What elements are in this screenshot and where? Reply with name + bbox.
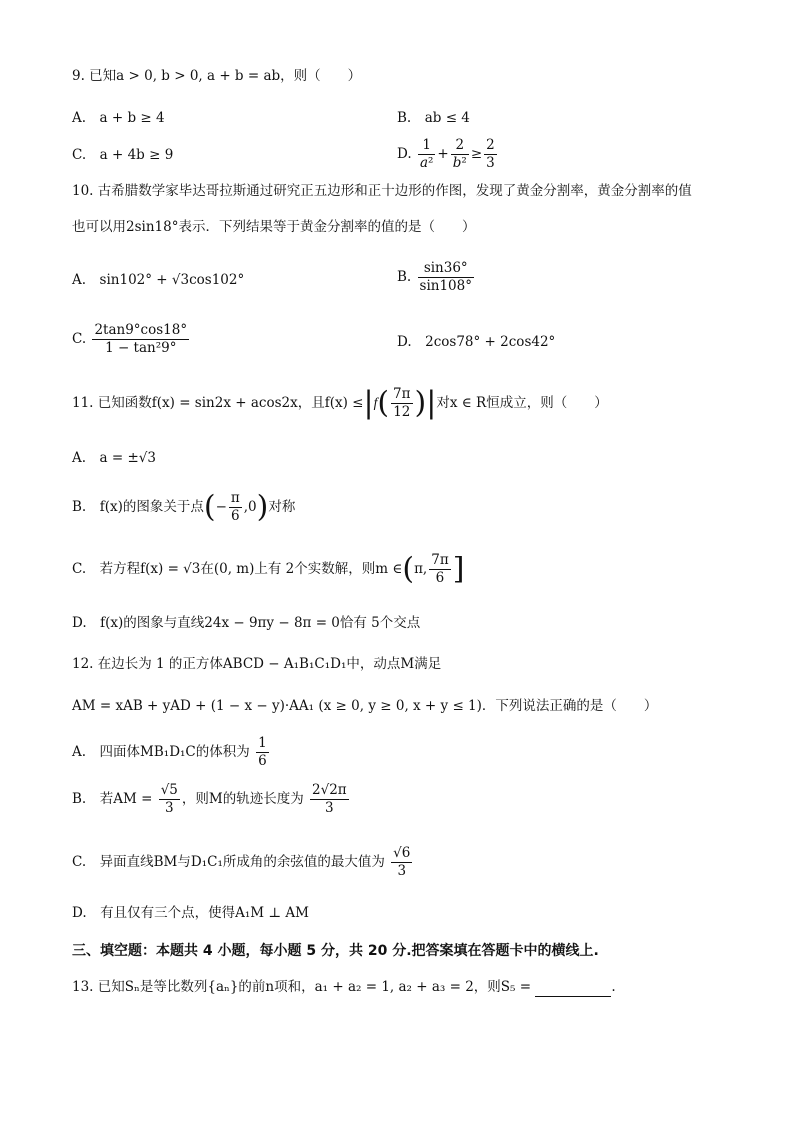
q11-c-pre: C. 若方程f(x) = √3在(0, m)上有 2个实数解，则m ∈ — [72, 561, 403, 577]
q12-c-pre: C. 异面直线BM与D₁C₁所成角的余弦值的最大值为 — [72, 854, 385, 870]
q11-b-pre: B. f(x)的图象关于点 — [72, 499, 204, 515]
q12-option-c — [72, 845, 414, 880]
q13-end: . — [611, 979, 616, 995]
q12-option-a — [72, 735, 271, 770]
q12-a-num: 1 — [258, 735, 267, 751]
q10-stem-line1: 10. 古希腊数学家毕达哥拉斯通过研究正五边形和正十边形的作图，发现了黄金分割率，黄金分割率的值 — [72, 183, 692, 199]
q12-c-den: 3 — [397, 863, 407, 879]
q9-d-frac2: $\frac{2}{\text{b²}}$ — [452, 137, 467, 171]
q10-b-den: sin108° — [419, 278, 472, 294]
q11-option-c: C. 若方程f(x) = √3在(0, m)上有 2个实数解，则m ∈(π, $\frac{7\pi}{6}$ ] — [72, 551, 465, 587]
q12-c-frac — [391, 845, 412, 880]
q10-option-c — [72, 322, 191, 357]
q11-option-a: A. a = ±√3 — [72, 450, 156, 466]
q10-c-frac — [92, 322, 189, 357]
q12-stem-line1: 12. 在边长为 1 的正方体ABCD − A₁B₁C₁D₁中，动点M满足 — [72, 656, 442, 672]
q12-b-mid: ，则M的轨迹长度为 — [181, 791, 304, 807]
q9-option-d-label: D. — [397, 146, 412, 162]
q10-option-d: D. 2cos78° + 2cos42° — [397, 334, 556, 350]
q11-b-den: 6 — [231, 508, 240, 524]
q10-c-den: 1 − tan²9° — [105, 340, 177, 356]
q11-option-d: D. f(x)的图象与直线24x − 9πy − 8π = 0恰有 5个交点 — [72, 615, 421, 631]
q11-c-den: 6 — [435, 570, 445, 586]
q11-stem: 11. 已知函数f(x) = sin2x + acos2x，且f(x) ≤|f( $\frac{7\pi}{12}$ )|对x ∈ R恒成立，则（ ） — [72, 385, 608, 421]
q10-b-num: sin36° — [418, 260, 474, 278]
q9-option-a: A. a + b ≥ 4 — [72, 110, 165, 126]
q12-option-d: D. 有且仅有三个点，使得A₁M ⊥ AM — [72, 905, 309, 921]
q13-stem — [72, 977, 616, 997]
q11-stem-pre: 11. 已知函数f(x) = sin2x + acos2x，且f(x) ≤ — [72, 395, 364, 411]
q9-option-d: D. $\frac{1}{\text{a²}}$ + $\frac{2}{\text{b²}}$ ≥ $\frac{2}{3}$ — [397, 137, 495, 171]
q13-answer-blank[interactable] — [535, 982, 611, 997]
q12-b-den2: 3 — [325, 800, 334, 816]
q12-b-frac2 — [310, 782, 349, 817]
q10-option-c-label: C. — [72, 331, 87, 347]
q10-option-b-label: B. — [397, 269, 412, 285]
q12-c-num: √6 — [393, 845, 411, 861]
section-heading: 三、填空题：本题共 4 小题，每小题 5 分，共 20 分.把答案填在答题卡中的横线上. — [72, 943, 599, 959]
q12-b-pre: B. 若AM = — [72, 791, 153, 807]
q11-c-frac — [429, 552, 450, 587]
q9-d-frac3: $\frac{2}{3}$ — [486, 137, 495, 171]
q12-b-num2: 2√2π — [312, 782, 347, 798]
q12-b-den1: 3 — [164, 800, 174, 816]
q10-c-num: 2tan9°cos18° — [94, 322, 188, 338]
q9-d-frac1: $\frac{1}{\text{a²}}$ — [419, 137, 434, 171]
q12-a-pre: A. 四面体MB₁D₁C的体积为 — [72, 744, 250, 760]
q11-stem-post: 对x ∈ R恒成立，则（ ） — [436, 395, 608, 411]
q10-option-b — [397, 260, 476, 295]
q11-b-num: π — [230, 490, 240, 506]
q10-b-frac — [418, 260, 474, 295]
q10-option-a: A. sin102° + √3cos102° — [72, 272, 245, 288]
q11-c-num: 7π — [431, 552, 449, 568]
q11-stem-den: 12 — [393, 404, 411, 420]
q10-stem-line2: 也可以用2sin18°表示．下列结果等于黄金分割率的值的是（ ） — [72, 219, 476, 235]
q12-stem-line2: AM = xAB + yAD + (1 − x − y)·AA₁ (x ≥ 0, y ≥ 0, x + y ≤ 1)．下列说法正确的是（ ） — [72, 698, 658, 714]
q9-option-b: B. ab ≤ 4 — [397, 110, 470, 126]
q12-a-frac — [256, 735, 269, 770]
q12-a-den: 6 — [258, 753, 267, 769]
q11-option-b: B. f(x)的图象关于点(− $\frac{\pi}{6}$ ,0)对称 — [72, 489, 296, 525]
q11-b-post: 对称 — [268, 499, 296, 515]
q12-b-frac1 — [159, 782, 180, 817]
q9-stem: 9. 已知a > 0, b > 0, a + b = ab，则（ ） — [72, 68, 362, 84]
q9-option-c: C. a + 4b ≥ 9 — [72, 147, 174, 163]
q12-b-num1: √5 — [160, 782, 178, 798]
q11-b-frac — [229, 490, 242, 525]
q11-stem-frac — [391, 386, 412, 421]
q11-stem-num: 7π — [393, 386, 411, 402]
q13-stem-text: 13. 已知Sₙ是等比数列{aₙ}的前n项和，a₁ + a₂ = 1, a₂ + a₃ = 2，则S₅ = — [72, 979, 532, 995]
q12-option-b — [72, 782, 351, 817]
